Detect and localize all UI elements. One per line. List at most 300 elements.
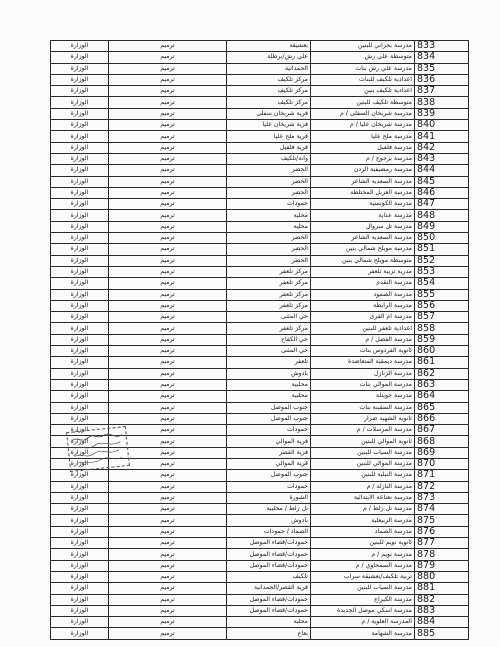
work-cell: ترميم (109, 63, 227, 74)
school-name-cell: مدرسة ديمقية المتعاضدة (311, 357, 415, 368)
school-name-cell: مدرسة نعناعة الابتدائية (311, 492, 415, 503)
owner-cell: الوزارة (51, 221, 109, 232)
table-row (51, 86, 469, 97)
location-cell: تل زلط / محلبية (227, 504, 311, 515)
location-cell: حمودات (227, 199, 311, 210)
row-number-cell: 833 (415, 41, 469, 52)
school-name-cell: مدرسة عداية (311, 210, 415, 221)
location-cell: الحضر (227, 176, 311, 187)
school-name-cell: مدرسة شريخان السفلى / م (311, 108, 415, 119)
location-cell: حمودات/قضاء الموصل (227, 538, 311, 549)
school-name-cell: متوسطة تلكيف للبنين (311, 97, 415, 108)
work-cell: ترميم (109, 605, 227, 616)
owner-cell: الوزارة (51, 108, 109, 119)
school-name-cell: مدرسة النازلة / م (311, 481, 415, 492)
row-number-cell: 868 (415, 436, 469, 447)
owner-cell: الوزارة (51, 379, 109, 390)
row-number-cell: 856 (415, 300, 469, 311)
row-number-cell: 874 (415, 504, 469, 515)
owner-cell: الوزارة (51, 289, 109, 300)
work-cell: ترميم (109, 526, 227, 537)
table-row (51, 357, 469, 368)
school-name-cell: المدرسة العلوية / م (311, 617, 415, 628)
row-number-cell: 845 (415, 176, 469, 187)
owner-cell: الوزارة (51, 538, 109, 549)
work-cell: ترميم (109, 357, 227, 368)
row-number-cell: 869 (415, 447, 469, 458)
row-number-cell: 862 (415, 368, 469, 379)
row-number-cell: 863 (415, 379, 469, 390)
school-name-cell: مدرسة السمحاوي / م (311, 560, 415, 571)
work-cell: ترميم (109, 617, 227, 628)
work-cell: ترميم (109, 470, 227, 481)
work-cell: ترميم (109, 402, 227, 413)
table-row (51, 255, 469, 266)
owner-cell: الوزارة (51, 594, 109, 605)
owner-cell: الوزارة (51, 515, 109, 526)
row-number-cell: 884 (415, 617, 469, 628)
table-row (51, 210, 469, 221)
location-cell: مركز تلكيف (227, 97, 311, 108)
work-cell: ترميم (109, 74, 227, 85)
location-cell: قرية شريخان سفلى (227, 108, 311, 119)
school-name-cell: مدرسة الغزيل المختلطة (311, 187, 415, 198)
location-cell: الحضر (227, 165, 311, 176)
owner-cell: الوزارة (51, 153, 109, 164)
owner-cell: الوزارة (51, 481, 109, 492)
work-cell: ترميم (109, 278, 227, 289)
table-row (51, 289, 469, 300)
location-cell: قرية القصر/الحمدانية (227, 583, 311, 594)
work-cell: ترميم (109, 560, 227, 571)
work-cell: ترميم (109, 86, 227, 97)
work-cell: ترميم (109, 379, 227, 390)
work-cell: ترميم (109, 334, 227, 345)
location-cell: بعاج (227, 628, 311, 639)
school-name-cell: مدرسة ام القرى (311, 312, 415, 323)
owner-cell: الوزارة (51, 86, 109, 97)
table-row (51, 526, 469, 537)
owner-cell: الوزارة (51, 549, 109, 560)
location-cell: جنوب الموصل (227, 402, 311, 413)
table-row (51, 571, 469, 582)
school-name-cell: مدرسة شريخان عليا / م (311, 120, 415, 131)
row-number-cell: 840 (415, 120, 469, 131)
table-row (51, 97, 469, 108)
row-number-cell: 880 (415, 571, 469, 582)
row-number-cell: 867 (415, 425, 469, 436)
school-name-cell: مدرسة الكبراج (311, 594, 415, 605)
work-cell: ترميم (109, 199, 227, 210)
school-name-cell: مدرسة السعدية الشاعر (311, 233, 415, 244)
row-number-cell: 864 (415, 391, 469, 402)
table-row (51, 176, 469, 187)
school-name-cell: متوسطة مويلح شمالي بنين (311, 255, 415, 266)
work-cell: ترميم (109, 571, 227, 582)
table-row (51, 402, 469, 413)
work-cell: ترميم (109, 187, 227, 198)
school-name-cell: ثانوية الفردوس بنات (311, 346, 415, 357)
work-cell: ترميم (109, 504, 227, 515)
location-cell: بعشيقة (227, 41, 311, 52)
location-cell: حي المثنى (227, 312, 311, 323)
table-row (51, 583, 469, 594)
owner-cell: الوزارة (51, 571, 109, 582)
location-cell: محلبية (227, 379, 311, 390)
school-name-cell: مدرسة خويتلة (311, 391, 415, 402)
owner-cell: الوزارة (51, 447, 109, 458)
owner-cell: الوزارة (51, 617, 109, 628)
work-cell: ترميم (109, 368, 227, 379)
school-name-cell: مدرسة الفضل / م (311, 334, 415, 345)
table-row (51, 549, 469, 560)
row-number-cell: 876 (415, 526, 469, 537)
school-name-cell: مدرسة تل زلط / م (311, 504, 415, 515)
owner-cell: الوزارة (51, 131, 109, 142)
table-row (51, 413, 469, 424)
location-cell: قرية القصر (227, 447, 311, 458)
table-row (51, 199, 469, 210)
table-row (51, 560, 469, 571)
location-cell: مركز تلعفر (227, 323, 311, 334)
school-name-cell: مدرسة علي رش بنات (311, 63, 415, 74)
table-row (51, 504, 469, 515)
location-cell: حمودات/قضاء الموصل (227, 549, 311, 560)
table-row (51, 538, 469, 549)
work-cell: ترميم (109, 142, 227, 153)
owner-cell: الوزارة (51, 605, 109, 616)
school-name-cell: تربية تلكيف/بعشيقة سراب (311, 571, 415, 582)
row-number-cell: 859 (415, 334, 469, 345)
school-name-cell: مدرسة نويم / م (311, 549, 415, 560)
work-cell: ترميم (109, 436, 227, 447)
owner-cell: الوزارة (51, 312, 109, 323)
location-cell: الحضر (227, 187, 311, 198)
table-row (51, 221, 469, 232)
table-row (51, 617, 469, 628)
school-name-cell: مدرسة الموالي للبنين (311, 458, 415, 469)
owner-cell: الوزارة (51, 436, 109, 447)
location-cell: قرية الموالي (227, 436, 311, 447)
school-name-cell: مدرسة برجوج / م (311, 153, 415, 164)
owner-cell: الوزارة (51, 628, 109, 639)
work-cell: ترميم (109, 583, 227, 594)
work-cell: ترميم (109, 312, 227, 323)
school-name-cell: مدرسة بحزاني للبنين (311, 41, 415, 52)
work-cell: ترميم (109, 492, 227, 503)
location-cell: حمودات/قضاء الموصل (227, 560, 311, 571)
owner-cell: الوزارة (51, 142, 109, 153)
location-cell: مركز تلكيف (227, 86, 311, 97)
work-cell: ترميم (109, 120, 227, 131)
school-name-cell: اعدادية تلكيف بنين (311, 86, 415, 97)
work-cell: ترميم (109, 233, 227, 244)
table-row (51, 233, 469, 244)
owner-cell: الوزارة (51, 391, 109, 402)
school-name-cell: ثانوية الموالي للبنين (311, 436, 415, 447)
work-cell: ترميم (109, 628, 227, 639)
table-row (51, 278, 469, 289)
location-cell: مركز تلكيف (227, 74, 311, 85)
location-cell: علي رش/برطلة (227, 52, 311, 63)
school-name-cell: ثانوية نويم للبنين (311, 538, 415, 549)
school-name-cell: مدرسة الزنازل (311, 368, 415, 379)
owner-cell: الوزارة (51, 425, 109, 436)
location-cell: الحضر (227, 244, 311, 255)
school-name-cell: مدرسة السعدية الشاعر (311, 176, 415, 187)
school-name-cell: مدرسة الصمود (311, 289, 415, 300)
school-name-cell: مدرسة تل سروال (311, 221, 415, 232)
school-name-cell: مدرسة فلفيل (311, 142, 415, 153)
work-cell: ترميم (109, 413, 227, 424)
school-name-cell: اعدادية تلكيف للبنات (311, 74, 415, 85)
table-row (51, 41, 469, 52)
row-number-cell: 851 (415, 244, 469, 255)
owner-cell: الوزارة (51, 97, 109, 108)
work-cell: ترميم (109, 210, 227, 221)
row-number-cell: 879 (415, 560, 469, 571)
row-number-cell: 835 (415, 63, 469, 74)
table-row (51, 368, 469, 379)
location-cell: قرية الموالي (227, 458, 311, 469)
location-cell: مركز تلعفر (227, 300, 311, 311)
school-name-cell: مدرسة اسكي موصل الجديدة (311, 605, 415, 616)
row-number-cell: 850 (415, 233, 469, 244)
location-cell: الصماد / حمودات (227, 526, 311, 537)
work-cell: ترميم (109, 425, 227, 436)
table-row (51, 379, 469, 390)
row-number-cell: 854 (415, 278, 469, 289)
handwritten-stamp (66, 426, 130, 472)
location-cell: حمودات/قضاء الموصل (227, 605, 311, 616)
school-name-cell: ثانوية الشهيد ضرار (311, 413, 415, 424)
row-number-cell: 838 (415, 97, 469, 108)
work-cell: ترميم (109, 165, 227, 176)
school-name-cell: اعدادية تلعفر للبنين (311, 323, 415, 334)
school-name-cell: مدرسة الموالي بنات (311, 379, 415, 390)
work-cell: ترميم (109, 52, 227, 63)
owner-cell: الوزارة (51, 74, 109, 85)
owner-cell: الوزارة (51, 210, 109, 221)
table-row (51, 74, 469, 85)
location-cell: الحضر (227, 255, 311, 266)
location-cell: تلكيف (227, 571, 311, 582)
table-row (51, 605, 469, 616)
table-row (51, 515, 469, 526)
school-name-cell: مدرسة التقدم (311, 278, 415, 289)
location-cell: محلية (227, 221, 311, 232)
row-number-cell: 846 (415, 187, 469, 198)
row-number-cell: 842 (415, 142, 469, 153)
owner-cell: الوزارة (51, 346, 109, 357)
owner-cell: الوزارة (51, 334, 109, 345)
table-row (51, 142, 469, 153)
work-cell: ترميم (109, 221, 227, 232)
row-number-cell: 883 (415, 605, 469, 616)
location-cell: حي المثنى (227, 346, 311, 357)
work-cell: ترميم (109, 244, 227, 255)
owner-cell: الوزارة (51, 255, 109, 266)
location-cell: جنوب الموصل (227, 413, 311, 424)
school-name-cell: مدرسة السياب للبنين (311, 583, 415, 594)
owner-cell: الوزارة (51, 244, 109, 255)
owner-cell: الوزارة (51, 187, 109, 198)
row-number-cell: 873 (415, 492, 469, 503)
row-number-cell: 836 (415, 74, 469, 85)
location-cell: جنوب الموصل (227, 470, 311, 481)
table-row (51, 187, 469, 198)
owner-cell: الوزارة (51, 470, 109, 481)
work-cell: ترميم (109, 538, 227, 549)
owner-cell: الوزارة (51, 492, 109, 503)
work-cell: ترميم (109, 481, 227, 492)
location-cell: الحمدانية (227, 63, 311, 74)
owner-cell: الوزارة (51, 165, 109, 176)
row-number-cell: 839 (415, 108, 469, 119)
owner-cell: الوزارة (51, 176, 109, 187)
work-cell: ترميم (109, 594, 227, 605)
row-number-cell: 841 (415, 131, 469, 142)
work-cell: ترميم (109, 108, 227, 119)
row-number-cell: 857 (415, 312, 469, 323)
location-cell: الشورة (227, 492, 311, 503)
row-number-cell: 858 (415, 323, 469, 334)
row-number-cell: 861 (415, 357, 469, 368)
owner-cell: الوزارة (51, 560, 109, 571)
schools-table (50, 40, 469, 640)
table-row (51, 244, 469, 255)
location-cell: حي الكفاح (227, 334, 311, 345)
location-cell: مركز تلعفر (227, 266, 311, 277)
table-row (51, 131, 469, 142)
location-cell: مركز تلعفر (227, 289, 311, 300)
table-row (51, 628, 469, 639)
school-name-cell: مدرية تربية تلعفر (311, 266, 415, 277)
location-cell: قرية ملح عليا (227, 131, 311, 142)
work-cell: ترميم (109, 515, 227, 526)
work-cell: ترميم (109, 131, 227, 142)
owner-cell: الوزارة (51, 323, 109, 334)
location-cell: بادوش (227, 368, 311, 379)
owner-cell: الوزارة (51, 357, 109, 368)
location-cell: قرية فلفيل (227, 142, 311, 153)
school-name-cell: مدرسة السياب للبنين (311, 447, 415, 458)
work-cell: ترميم (109, 323, 227, 334)
row-number-cell: 844 (415, 165, 469, 176)
row-number-cell: 853 (415, 266, 469, 277)
table-row (51, 120, 469, 131)
row-number-cell: 837 (415, 86, 469, 97)
school-name-cell: مدرسة الكونسية (311, 199, 415, 210)
school-name-cell: مدرسة المرسلات / م (311, 425, 415, 436)
location-cell: وانة/تلكيف (227, 153, 311, 164)
location-cell: تلعفر (227, 357, 311, 368)
work-cell: ترميم (109, 458, 227, 469)
table-row (51, 300, 469, 311)
owner-cell: الوزارة (51, 120, 109, 131)
owner-cell: الوزارة (51, 402, 109, 413)
table-row (51, 266, 469, 277)
work-cell: ترميم (109, 41, 227, 52)
owner-cell: الوزارة (51, 266, 109, 277)
row-number-cell: 875 (415, 515, 469, 526)
school-name-cell: مدرسة رمضيفية الردن (311, 165, 415, 176)
owner-cell: الوزارة (51, 233, 109, 244)
row-number-cell: 878 (415, 549, 469, 560)
row-number-cell: 872 (415, 481, 469, 492)
work-cell: ترميم (109, 447, 227, 458)
work-cell: ترميم (109, 300, 227, 311)
table-row (51, 108, 469, 119)
row-number-cell: 871 (415, 470, 469, 481)
location-cell: محلية (227, 617, 311, 628)
row-number-cell: 834 (415, 52, 469, 63)
row-number-cell: 860 (415, 346, 469, 357)
owner-cell: الوزارة (51, 278, 109, 289)
table-row (51, 481, 469, 492)
row-number-cell: 877 (415, 538, 469, 549)
school-name-cell: مدرسة الرابطة (311, 300, 415, 311)
row-number-cell: 866 (415, 413, 469, 424)
location-cell: الحضر (227, 233, 311, 244)
location-cell: بادوش (227, 515, 311, 526)
school-name-cell: متوسطة علي رش (311, 52, 415, 63)
work-cell: ترميم (109, 255, 227, 266)
row-number-cell: 855 (415, 289, 469, 300)
row-number-cell: 848 (415, 210, 469, 221)
school-name-cell: مدرسة ملح عليا (311, 131, 415, 142)
work-cell: ترميم (109, 391, 227, 402)
owner-cell: الوزارة (51, 368, 109, 379)
work-cell: ترميم (109, 289, 227, 300)
signature-scribble-icon (67, 427, 129, 471)
location-cell: حمودات (227, 481, 311, 492)
owner-cell: الوزارة (51, 458, 109, 469)
location-cell: محلبية (227, 391, 311, 402)
owner-cell: الوزارة (51, 52, 109, 63)
school-name-cell: مدرسة الربيعلية (311, 515, 415, 526)
owner-cell: الوزارة (51, 199, 109, 210)
table-row (51, 391, 469, 402)
location-cell: مركز تلعفر (227, 278, 311, 289)
owner-cell: الوزارة (51, 583, 109, 594)
table-row (51, 470, 469, 481)
owner-cell: الوزارة (51, 504, 109, 515)
table-row (51, 52, 469, 63)
work-cell: ترميم (109, 346, 227, 357)
table-row (51, 594, 469, 605)
work-cell: ترميم (109, 266, 227, 277)
school-name-cell: مدرسة السقينة بنات (311, 402, 415, 413)
owner-cell: الوزارة (51, 300, 109, 311)
row-number-cell: 870 (415, 458, 469, 469)
table-row (51, 323, 469, 334)
table-row (51, 165, 469, 176)
owner-cell: الوزارة (51, 63, 109, 74)
row-number-cell: 882 (415, 594, 469, 605)
location-cell: حمودات/قضاء الموصل (227, 594, 311, 605)
work-cell: ترميم (109, 549, 227, 560)
work-cell: ترميم (109, 153, 227, 164)
table-row (51, 63, 469, 74)
school-name-cell: مدرسة الشهامة (311, 628, 415, 639)
table-row (51, 492, 469, 503)
row-number-cell: 849 (415, 221, 469, 232)
location-cell: حمودات (227, 425, 311, 436)
row-number-cell: 885 (415, 628, 469, 639)
row-number-cell: 843 (415, 153, 469, 164)
table-row (51, 346, 469, 357)
